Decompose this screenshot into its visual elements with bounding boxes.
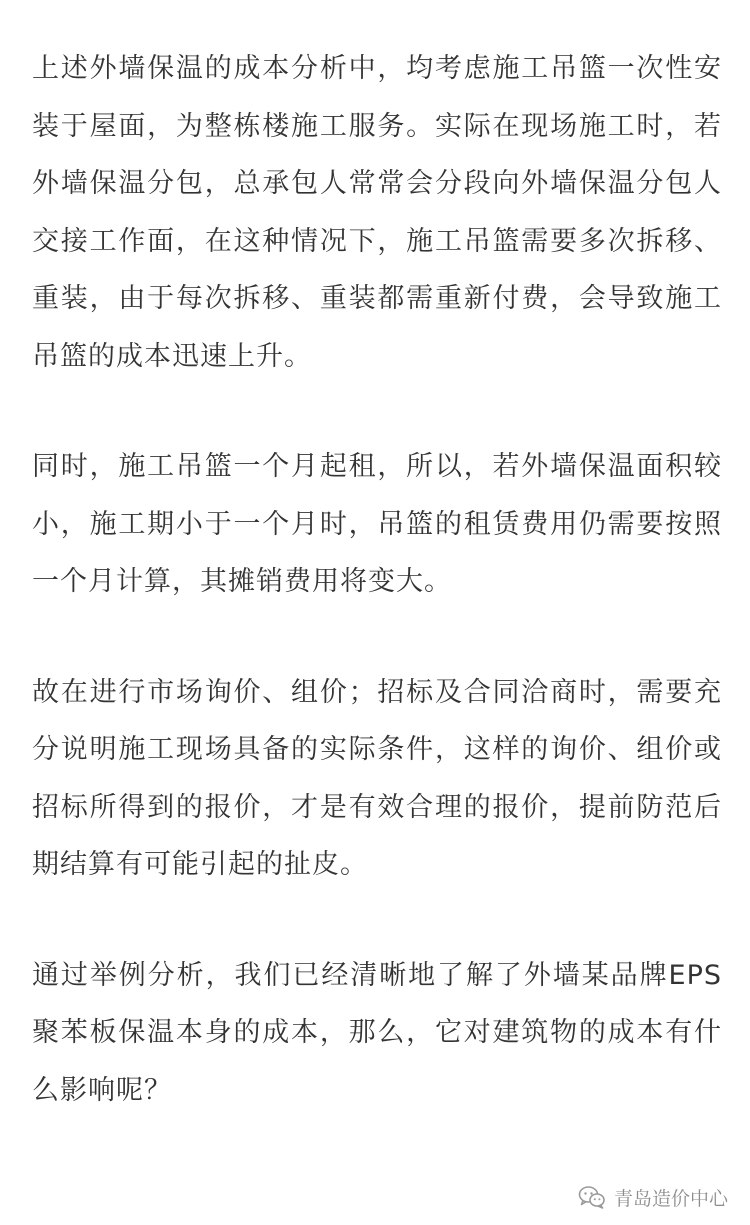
wechat-icon <box>578 1185 606 1209</box>
account-watermark <box>578 1183 728 1211</box>
paragraph-1: 上述外墙保温的成本分析中，均考虑施工吊篮一次性安装于屋面，为整栋楼施工服务。实际在现场施工时，若外墙保温分包，总承包人常常会分段向外墙保温分包人交接工作面，在这种情况下，施工吊篮需要多次拆移、重装，由于每次拆移、重装都需重新付费，会导致施工吊篮的成本迅速上升。 <box>32 53 722 372</box>
article-body <box>32 40 722 1119</box>
paragraph-4: 通过举例分析，我们已经清晰地了解了外墙某品牌EPS聚苯板保温本身的成本，那么，它对建筑物的成本有什么影响呢？ <box>32 959 722 1106</box>
paragraph-2: 同时，施工吊篮一个月起租，所以，若外墙保温面积较小，施工期小于一个月时，吊篮的租赁费用仍需要按照一个月计算，其摊销费用将变大。 <box>32 451 722 597</box>
paragraph-3: 故在进行市场询价、组价；招标及合同洽商时，需要充分说明施工现场具备的实际条件，这样的询价、组价或招标所得到的报价，才是有效合理的报价，提前防范后期结算有可能引起的扯皮。 <box>32 676 722 880</box>
watermark-text: 青岛造价中心 <box>613 1187 728 1210</box>
